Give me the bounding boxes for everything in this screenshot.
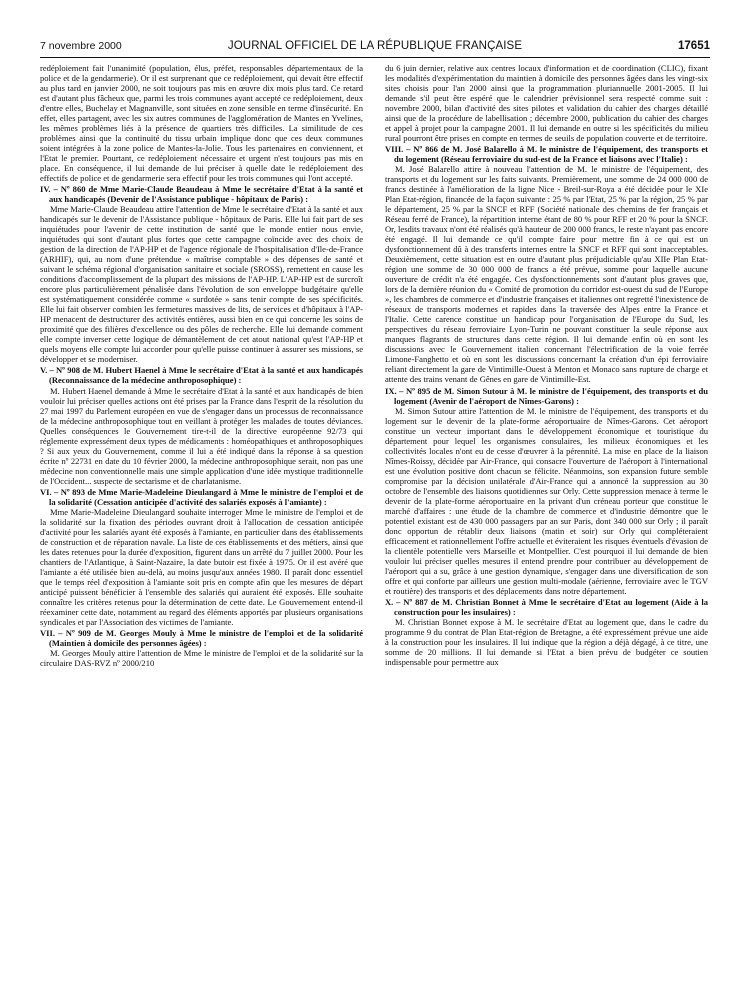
question-body: Mme Marie-Madeleine Dieulangard souhaite interroger Mme le ministre de l'emploi et de la solidarité sur la fixation des périodes ouvrant droit à l'allocation de cessation anticipée d'activité pour les salariés ayant été exposés à l'amiante, en particulier dans des établissements de construction et de réparation navale. La liste de ces établissements et des métiers, ainsi que les dates retenues pour la durée d'exposition, figurent dans un arrêté du 7 juillet 2000. Pour les chantiers de l'Atlantique, à Saint-Nazaire, la date butoir est fixée à 1975. Or il est avéré que l'amiante a été utilisée bien au-delà, au moins jusqu'aux années 1980. Il paraît donc essentiel que le temps réel d'exposition à l'amiante soit pris en compte afin que les mesures de départ anticipé puissent bénéficier à l'ensemble des salariés qui auraient été exposés. Elle souhaite connaître les critères retenus pour la détermination de cette date. Le Gouvernement entend-il réexaminer cette date, notamment au regard des éléments apportés par plusieurs organisations syndicales et par l'Association des victimes de l'amiante. bbox=[40, 506, 363, 627]
question-heading: IX. – Nº 895 de M. Simon Sutour à M. le ministre de l'équipement, des transports et du logement (Avenir de l'aéroport de Nîmes-Garons) : bbox=[385, 385, 708, 406]
paragraph-continuation: redéploiement fait l'unanimité (population, élus, préfet, responsables départementaux de la police et de la gendarmerie). Or il est surprenant que ce redéploiement, qui devait être effectif au plus tard en janvier 2000, ne soit toujours pas mis en œuvre dix mois plus tard. Ce retard est d'autant plus fâcheux que, parmi les trois communes ayant accepté ce redéploiement, deux d'entre elles, Buchelay et Magnanville, sont situées en zone sensible en terme d'insécurité. En effet, elles partagent, avec les six autres communes de l'agglomération de Mantes en Yvelines, les mêmes problèmes liés à la présence de quartiers très difficiles. La similitude de ces problèmes ainsi que la continuité du tissu urbain implique donc que ces deux communes soient intégrées à la zone police de Mantes-la-Jolie. Tous les partenaires en conviennent, et l'Etat le premier. Pourtant, ce redéploiement nécessaire et urgent n'est toujours pas mis en place. En conséquence, il lui demande de lui préciser à quelle date le redéploiement des effectifs de police et de gendarmerie sera effectif pour les trois communes qui l'ont accepté. bbox=[40, 63, 363, 184]
header-rule bbox=[40, 57, 710, 58]
right-column bbox=[385, 63, 708, 667]
question-body: M. José Balarello attire à nouveau l'attention de M. le ministre de l'équipement, des transports et du logement sur les faits suivants. Premièrement, une somme de 24 000 000 de francs destinée à l'amélioration de la ligne Nice - Breil-sur-Roya a été décidée pour le XIe Plan Etat-région, financée de la façon suivante : 25 % par l'Etat, 25 % par la région, 25 % par le département, 25 % par la SNCF et RFF (Société nationale des chemins de fer français et Réseau ferré de France), la répartition interne étant de 80 % pour RFF et 20 % pour la SNCF. Or, lesdits travaux n'ont été réalisés qu'à hauteur de 200 000 francs, le reste n'ayant pas encore été engagé. Il lui demande ce qu'il compte faire pour mettre fin à ce qui est un dysfonctionnement dû à des transferts internes entre la SNCF et RFF qui sont inacceptables. Deuxièmement, cette situation est en outre d'autant plus préjudiciable qu'au XIIe Plan Etat-région une somme de 30 000 000 de francs a été prévue, somme pour laquelle aucune ouverture de crédit n'a été engagée. Ces dysfonctionnements sont d'autant plus graves que, lors de la dernière réunion du « Comité de promotion du corridor est-ouest du sud de l'Europe », les chambres de commerce et d'industrie françaises et italiennes ont regretté l'inexistence de réseaux de transports modernes et rapides dans la traversée des Alpes entre la France et l'Italie. Cette carence constitue un handicap pour l'organisation de l'Europe du Sud, les perspectives du réseau ferroviaire Lyon-Turin ne pouvant constituer la seule réponse aux manques flagrants de structures dans cette région. Il lui demande enfin où en sont les discussions avec le Gouvernement italien concernant l'électrification de la voie ferrée Limone-Fanghetto et où en sont les discussions concernant la création d'un épi ferroviaire reliant directement la gare de Vintimille-Ouest à Menton et Monaco sans rupture de charge et attente des trains venant de Gênes en gare de Vintimille-Est. bbox=[385, 164, 708, 385]
question-heading: X. – Nº 887 de M. Christian Bonnet à Mme le secrétaire d'Etat au logement (Aide à la construction pour les insulaires) : bbox=[385, 596, 708, 617]
question-heading: VIII. – Nº 866 de M. José Balarello à M. le ministre de l'équipement, des transports et du logement (Réseau ferroviaire du sud-est de la France et liaisons avec l'Italie) : bbox=[385, 144, 708, 165]
question-body: M. Georges Mouly attire l'attention de Mme le ministre de l'emploi et de la solidarité sur la circulaire DAS-RVZ nº 2000/210 bbox=[40, 647, 363, 668]
paragraph-continuation: du 6 juin dernier, relative aux centres locaux d'information et de coordination (CLIC), fixant les modalités d'expérimentation du maintien à domicile des personnes âgées dans les vingt-six sites choisis pour l'an 2000 ainsi que la programmation pluriannuelle 2001-2005. Il lui demande s'il peut être espéré que le calendrier prévisionnel sera respecté comme suit : novembre 2000, bilan d'activité des sites pilotes et validation du cahier des charges détaillé ainsi que de la procédure de labellisation ; décembre 2000, publication du cahier des charges et appel à projet pour la campagne 2001. Il lui demande en outre si les spécificités du milieu rural pourront être prises en compte en termes de seuils de population couverte et de territoire. bbox=[385, 63, 708, 144]
question-body: M. Simon Sutour attire l'attention de M. le ministre de l'équipement, des transports et du logement sur le devenir de la plate-forme aéroportuaire de Nîmes-Garons. Cet aéroport constitue un vecteur important dans le développement économique et touristique du département pour lequel les organismes consulaires, les milieux économiques et les collectivités locales n'ont eu de cesse d'œuvrer à la pérennité. La mise en place de la liaison Nîmes-Roissy, décidée par Air-France, qui consacre l'ouverture de l'aéroport à l'international est une évolution positive dont chacun se félicite. Néanmoins, son expansion future semble compromise par la décision unilatérale d'Air-France qui a annoncé la suppression au 30 octobre de l'ensemble des liaisons quotidiennes sur Orly. Cette suppression menace à terme le devenir de la plate-forme aéroportuaire en la privant d'un créneau porteur que constitue le marché d'affaires : une étude de la chambre de commerce et d'industrie démontre que le potentiel existant est de 430 000 passagers par an sur Paris, dont 340 000 sur Orly ; il paraît donc opportun de rétablir deux liaisons (matin et soir) sur Orly qui compléteraient efficacement et rationnellement l'offre actuelle et éviteraient les risques éventuels d'évasion de la clientèle potentielle vers Marseille et Montpellier. C'est pourquoi il lui demande de bien vouloir lui préciser quelles mesures il entend prendre pour contribuer au développement de l'aéroport qui a su, grâce à une gestion dynamique, s'engager dans une diversification de son offre et qui conforte par ailleurs une gestion multi-modale (aérienne, ferroviaire avec le TGV et routière) des transports et des déplacements dans notre département. bbox=[385, 405, 708, 596]
header-date: 7 novembre 2000 bbox=[40, 40, 122, 52]
left-column bbox=[40, 63, 363, 668]
question-body: M. Christian Bonnet expose à M. le secrétaire d'Etat au logement que, dans le cadre du programme 9 du contrat de Plan Etat-région de Bretagne, a été expressément prévue une aide à la construction pour les insulaires. Il lui indique que la région a déjà dégagé, à ce titre, une somme de 20 millions. Il lui demande si l'Etat a bien prévu de budgéter ce soutien indispensable pour permettre aux bbox=[385, 616, 708, 667]
question-body: M. Hubert Haenel demande à Mme le secrétaire d'Etat à la santé et aux handicapés de bien vouloir lui préciser quelles actions ont été prises par la France dans l'esprit de la résolution du 27 mai 1997 du Parlement européen en vue de s'engager dans un processus de reconnaissance de la médecine anthroposophique tout en veillant à protéger les malades de toutes déviances. Quelles conséquences le Gouvernement tire-t-il de la directive européenne 92/73 qui réglemente expressément deux types de médicaments : homéopathiques et anthroposophiques ? Si aux yeux du Gouvernement, comme il lui a été indiqué dans la réponse à sa question écrite nº 22731 en date du 10 février 2000, la médecine anthroposophique serait, non pas une médecine non conventionnelle mais une simple application d'une idée mystique traditionnelle de l'Occident... suspecte de sectarisme et de charlatanisme. bbox=[40, 385, 363, 486]
question-heading: IV. – Nº 860 de Mme Marie-Claude Beaudeau à Mme le secrétaire d'Etat à la santé et aux handicapés (Devenir de l'Assistance publique - hôpitaux de Paris) : bbox=[40, 184, 363, 205]
question-heading: VI. – Nº 893 de Mme Marie-Madeleine Dieulangard à Mme le ministre de l'emploi et de la solidarité (Cessation anticipée d'activité des salariés exposés à l'amiante) : bbox=[40, 486, 363, 507]
question-heading: VII. – Nº 909 de M. Georges Mouly à Mme le ministre de l'emploi et de la solidarité (Maintien à domicile des personnes âgées) : bbox=[40, 627, 363, 648]
page-header bbox=[40, 40, 710, 56]
question-heading: V. – Nº 908 de M. Hubert Haenel à Mme le secrétaire d'Etat à la santé et aux handicapés (Reconnaissance de la médecine anthroposophique) : bbox=[40, 365, 363, 386]
question-body: Mme Marie-Claude Beaudeau attire l'attention de Mme le secrétaire d'Etat à la santé et aux handicapés sur le devenir de l'Assistance publique - hôpitaux de Paris. Elle lui fait part de ses inquiétudes pour l'avenir de cette institution de santé que le monde entier nous envie, inquiétudes qui sont d'autant plus fortes que cette campagne coïncide avec des choix de gestion de la direction de l'AP-HP et de l'agence régionale de l'hospitalisation d'Ile-de-France (ARHIF), qui, au nom d'une prétendue « maîtrise comptable » des dépenses de santé et suivant le schéma régional d'organisation sanitaire et sociale (SROSS), remettent en cause les conditions d'accomplissement de la plupart des missions de l'AP-HP. L'AP-HP est de surcroît encore plus particulièrement pénalisée dans l'évolution de son enveloppe budgétaire qu'elle est systématiquement considérée comme « surdotée » sans tenir compte de ses spécificités. Elle lui fait observer combien les fermetures massives de lits, de services et d'hôpitaux à l'AP-HP menacent de destructurer des activités entières, aussi bien en ce qui concerne les soins de proximité que des filières d'excellence ou des pôles de recherche. Elle lui demande comment elle compte inverser cette logique de démantèlement de cet atout national qu'est l'AP-HP et quels moyens elle compte lui accorder pour qu'elle puisse continuer à assurer ses missions, se développer et se moderniser. bbox=[40, 204, 363, 365]
journal-title: JOURNAL OFFICIEL DE LA RÉPUBLIQUE FRANÇAISE bbox=[227, 40, 523, 52]
page-number: 17651 bbox=[678, 40, 710, 52]
